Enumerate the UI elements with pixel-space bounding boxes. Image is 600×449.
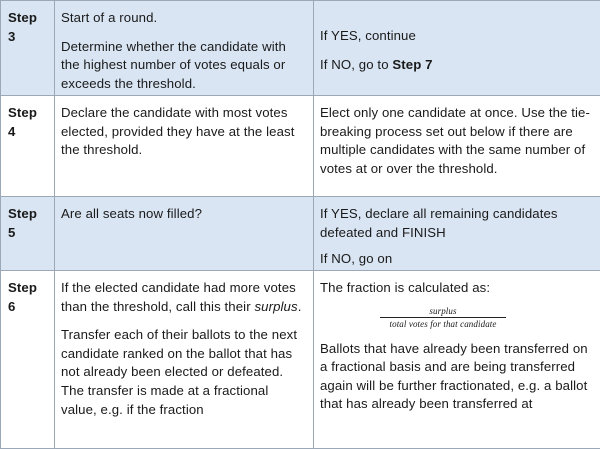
fraction-formula: [380, 306, 506, 330]
text: If the elected candidate had more votes than the threshold, call this their: [61, 280, 296, 314]
table-row-step-4: [1, 96, 600, 197]
step-label: Step 5: [1, 197, 55, 271]
table-row-step-5: [1, 197, 600, 271]
step-action: [314, 271, 600, 449]
step-action: [314, 197, 600, 271]
step-action: [314, 96, 600, 197]
step-reference: Step 7: [392, 57, 432, 72]
text: .: [298, 299, 302, 314]
paragraph: Transfer each of their ballots to the next candidate ranked on the ballot that has not already been elected or defeated. The transfer is made at a fractional value, e.g. if the fraction: [61, 326, 307, 419]
step-action: [314, 1, 600, 96]
surplus-term: surplus: [254, 299, 297, 314]
paragraph: The fraction is calculated as:: [320, 279, 594, 298]
paragraph: Start of a round.: [61, 9, 307, 28]
paragraph: If YES, continue: [320, 27, 594, 46]
paragraph: Elect only one candidate at once. Use the tie-breaking process set out below if there are multiple candidates with the same number of votes at or over the threshold.: [320, 104, 594, 178]
step-description: [55, 1, 314, 96]
step-description: [55, 271, 314, 449]
step-label: Step 3: [1, 1, 55, 96]
paragraph: [61, 279, 307, 316]
paragraph: [320, 56, 594, 75]
step-description: [55, 96, 314, 197]
paragraph: If YES, declare all remaining candidates defeated and FINISH: [320, 205, 594, 242]
step-description: [55, 197, 314, 271]
fraction-numerator: surplus: [380, 306, 506, 318]
table-row-step-6: [1, 271, 600, 449]
step-label: Step 4: [1, 96, 55, 197]
paragraph: If NO, go on: [320, 250, 594, 269]
table-row-step-3: [1, 1, 600, 96]
text: If NO, go to: [320, 57, 392, 72]
paragraph: Are all seats now filled?: [61, 205, 307, 224]
paragraph: Determine whether the candidate with the highest number of votes equals or exceeds the threshold.: [61, 38, 307, 94]
step-label: Step 6: [1, 271, 55, 449]
paragraph: Declare the candidate with most votes elected, provided they have at the least the threshold.: [61, 104, 307, 160]
paragraph: Ballots that have already been transferred on a fractional basis and are being transferred again will be further fractionated, e.g. a ballot that has already been transferred at: [320, 340, 594, 414]
fraction-denominator: total votes for that candidate: [380, 318, 506, 330]
